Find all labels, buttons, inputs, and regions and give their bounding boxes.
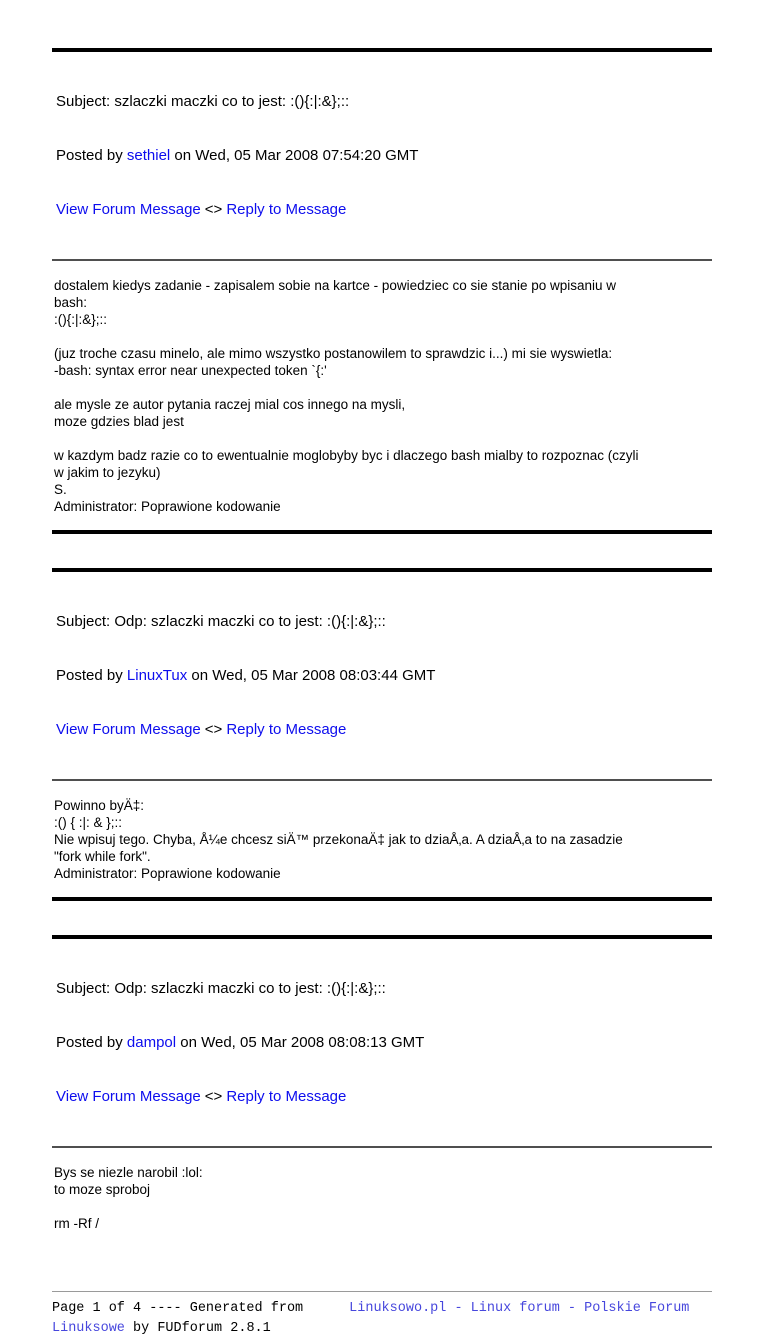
post-body [52,1148,712,1247]
post-body-line [54,430,712,447]
forum-post [52,48,712,534]
author-link[interactable]: dampol [126,1034,177,1051]
post-body-line: Bys se niezle narobil :lol: [54,1165,203,1180]
posted-by-label: Posted by [56,147,127,164]
post-body-line: w jakim to jezyku) [54,465,161,480]
forum-post [52,935,712,1247]
post-body-line: ale mysle ze autor pytania raczej mial cos innego na mysli, [54,397,406,412]
footer-generated-text: Page 1 of 4 ---- Generated from [52,1301,304,1316]
post-body-line: :(){:|:&};:: [54,312,108,327]
post-body [52,781,712,897]
view-forum-message-link[interactable]: View Forum Message [56,1088,201,1105]
posted-date: on Wed, 05 Mar 2008 08:03:44 GMT [187,667,436,684]
post-body-line [54,379,712,396]
post-byline [56,1034,712,1052]
link-separator: <> [204,721,223,738]
post-body-line: Powinno byÄ‡: [54,798,145,813]
post-body-line: to moze sproboj [54,1182,151,1197]
post-body-line: :() { :|: & };:: [54,815,123,830]
post-body-line: -bash: syntax error near unexpected token `{:' [54,363,327,378]
reply-to-message-link[interactable]: Reply to Message [226,721,347,738]
post-byline [56,147,712,165]
post-subject: Subject: Odp: szlaczki maczki co to jest: :(){:|:&};:: [56,613,386,630]
forum-home-link-wrap[interactable]: Linuksowe [52,1321,125,1336]
posted-by-label: Posted by [56,667,127,684]
view-forum-message-link[interactable]: View Forum Message [56,721,201,738]
page-footer [52,1291,712,1339]
post-links [56,721,712,739]
post-header [52,52,712,259]
post-body-line: Nie wpisuj tego. Chyba, Å¼e chcesz siÄ™ przekonaÄ‡ jak to dziaÅ‚a. A dziaÅ‚a to na zasadzie [54,832,623,847]
link-separator: <> [204,201,223,218]
reply-to-message-link[interactable]: Reply to Message [226,201,347,218]
post-subject: Subject: Odp: szlaczki maczki co to jest: :(){:|:&};:: [56,980,386,997]
post-body-line: moze gdzies blad jest [54,414,184,429]
post-links [56,201,712,219]
post-bottom-rule [52,897,712,901]
post-body-line: w kazdym badz razie co to ewentualnie moglobyby byc i dlaczego bash mialby to rozpoznac (czyli [54,448,639,463]
post-body-line: (juz troche czasu minelo, ale mimo wszystko postanowilem to sprawdzic i...) mi sie wyswietla: [54,346,613,361]
author-link[interactable]: sethiel [126,147,171,164]
post-body-line: bash: [54,295,88,310]
post-body-line: S. [54,482,67,497]
forum-post [52,568,712,901]
post-body-line: Administrator: Poprawione kodowanie [54,499,281,514]
reply-to-message-link[interactable]: Reply to Message [226,1088,347,1105]
post-header [52,939,712,1146]
post-body-line [54,1198,712,1215]
footer-fudforum-text: by FUDforum 2.8.1 [124,1321,271,1336]
view-forum-message-link[interactable]: View Forum Message [56,201,201,218]
post-body-line: rm -Rf / [54,1216,99,1231]
posted-date: on Wed, 05 Mar 2008 07:54:20 GMT [170,147,419,164]
post-body-line: Administrator: Poprawione kodowanie [54,866,281,881]
posted-by-label: Posted by [56,1034,127,1051]
post-links [56,1088,712,1106]
link-separator: <> [204,1088,223,1105]
post-body-line: dostalem kiedys zadanie - zapisalem sobie na kartce - powiedziec co sie stanie po wpisaniu w [54,278,617,293]
post-header [52,572,712,779]
post-bottom-rule [52,530,712,534]
post-body-line [54,328,712,345]
post-subject: Subject: szlaczki maczki co to jest: :(){:|:&};:: [56,93,350,110]
post-byline [56,667,712,685]
footer-line-2 [52,1319,712,1339]
post-body-line: "fork while fork". [54,849,151,864]
forum-home-link[interactable]: Linuksowo.pl - Linux forum - Polskie Forum [349,1301,690,1316]
footer-line-1 [52,1299,712,1319]
posted-date: on Wed, 05 Mar 2008 08:08:13 GMT [176,1034,425,1051]
author-link[interactable]: LinuxTux [126,667,188,684]
post-body [52,261,712,530]
